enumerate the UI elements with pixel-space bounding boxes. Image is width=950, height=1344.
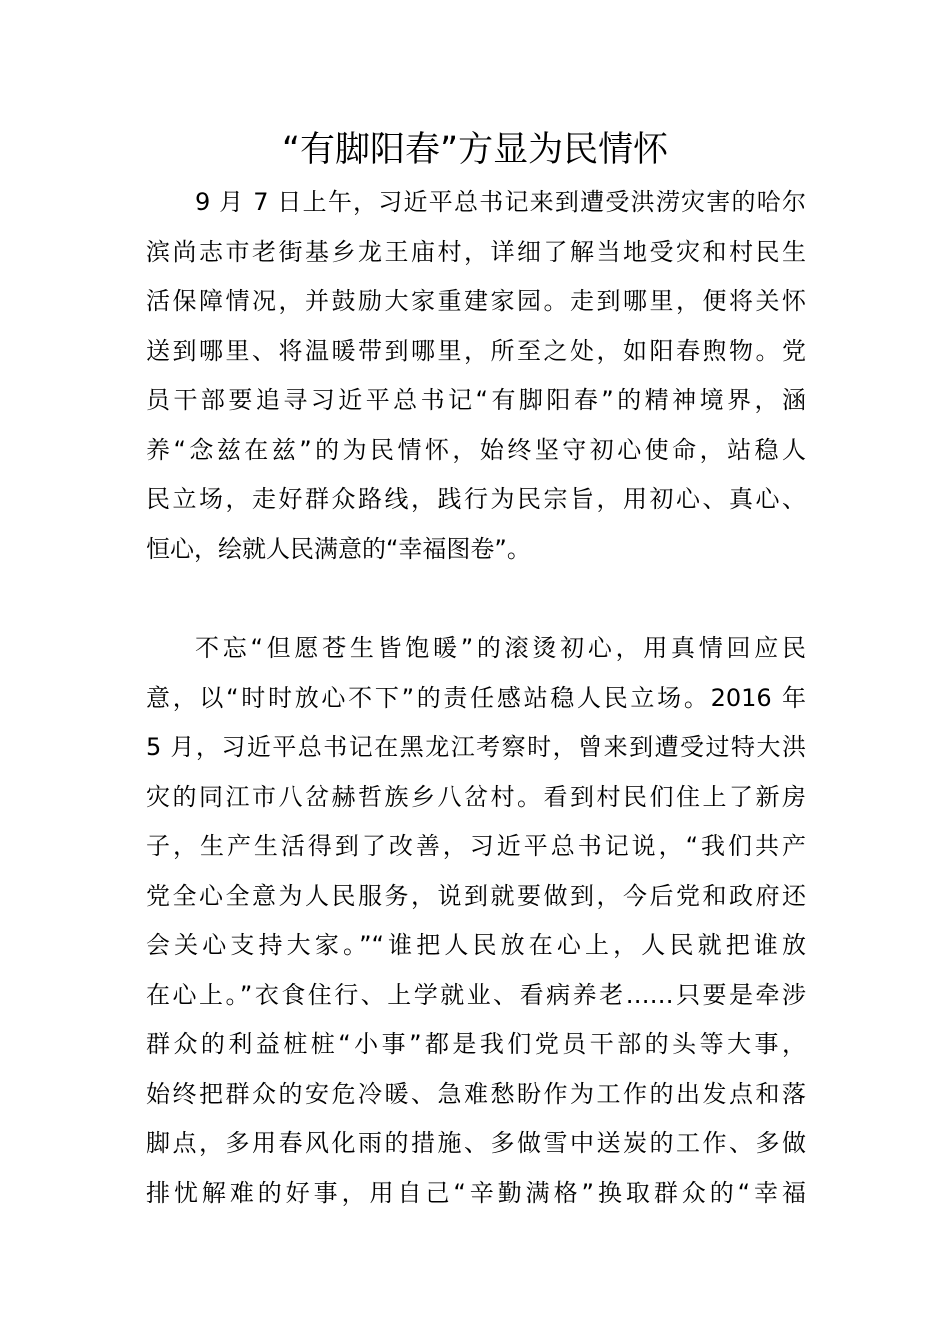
paragraph-line: 民立场，走好群众路线，践行为民宗旨，用初心、真心、 (146, 485, 806, 513)
paragraph-line: 在心上。”衣食住行、上学就业、看病养老……只要是牵涉 (146, 980, 806, 1009)
paragraph-line: 不忘“但愿苍生皆饱暖”的滚烫初心，用真情回应民 (195, 634, 806, 662)
paragraph-line: 始终把群众的安危冷暖、急难愁盼作为工作的出发点和落 (146, 1079, 806, 1108)
paragraph-line: 恒心，绘就人民满意的“幸福图卷”。 (146, 534, 531, 563)
paragraph-line: 员干部要追寻习近平总书记“有脚阳春”的精神境界，涵 (146, 386, 806, 414)
paragraph-line: 灾的同江市八岔赫哲族乡八岔村。看到村民们住上了新房 (146, 782, 806, 811)
paragraph-line: 滨尚志市老街基乡龙王庙村，详细了解当地受灾和村民生 (146, 237, 806, 266)
paragraph-2 (146, 624, 806, 1218)
paragraph-line: 送到哪里、将温暖带到哪里，所至之处，如阳春煦物。党 (146, 336, 806, 365)
paragraph-line: 子，生产生活得到了改善，习近平总书记说，“我们共产 (146, 832, 806, 860)
paragraph-line: 会关心支持大家。”“谁把人民放在心上，人民就把谁放 (146, 931, 806, 959)
paragraph-line: 脚点，多用春风化雨的措施、多做雪中送炭的工作、多做 (146, 1129, 806, 1157)
paragraph-line: 意，以“时时放心不下”的责任感站稳人民立场。2016 年 (146, 683, 806, 712)
paragraph-line: 养“念兹在兹”的为民情怀，始终坚守初心使命，站稳人 (146, 435, 806, 464)
article-title: “有脚阳春”方显为民情怀 (281, 130, 669, 170)
paragraph-line: 5 月，习近平总书记在黑龙江考察时，曾来到遭受过特大洪 (146, 733, 806, 761)
paragraph-line: 群众的利益桩桩“小事”都是我们党员干部的头等大事， (146, 1030, 806, 1058)
paragraph-line: 活保障情况，并鼓励大家重建家园。走到哪里，便将关怀 (146, 287, 806, 315)
paragraph-line: 党全心全意为人民服务，说到就要做到，今后党和政府还 (146, 881, 806, 910)
paragraph-1 (146, 178, 806, 574)
paragraph-line: 排忧解难的好事，用自己“辛勤满格”换取群众的“幸福 (146, 1178, 806, 1207)
paragraph-line: 9 月 7 日上午，习近平总书记来到遭受洪涝灾害的哈尔 (195, 188, 806, 216)
